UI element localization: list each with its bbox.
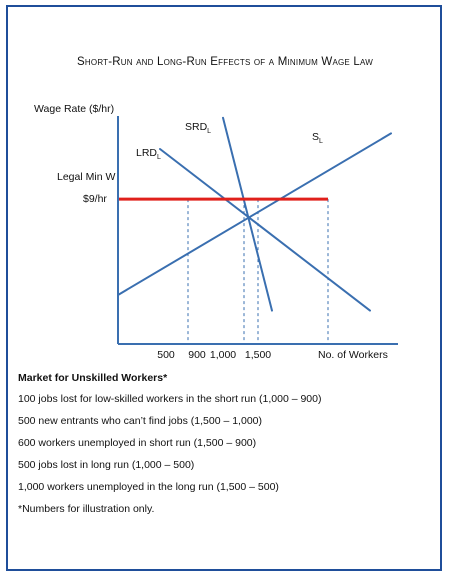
series-label: $LRD_L$ [136,147,161,161]
note-footnote: *Numbers for illustration only. [18,503,155,515]
series-label: $SRD_L$ [185,121,212,135]
chart-title: Short-Run and Long-Run Effects of a Minimum Wage Law [77,56,373,68]
chart-labels [34,103,388,361]
x-tick-label: 1,500 [244,349,272,361]
dashed-guides [188,199,328,344]
note-line: 500 new entrants who can’t find jobs (1,500 – 1,000) [18,415,262,427]
x-tick-label: 1,000 [209,349,237,361]
note-line: 500 jobs lost in long run (1,000 – 500) [18,459,195,471]
curve-srdl [223,118,272,311]
note-line: 100 jobs lost for low-skilled workers in the short run (1,000 – 900) [18,393,322,405]
curves [118,118,391,311]
x-tick-label: 500 [157,349,175,361]
x-tick-label: 900 [188,349,206,361]
x-axis-label: No. of Workers [318,349,388,361]
min-wage-value-label: $9/hr [83,193,107,205]
note-line: 1,000 workers unemployed in the long run (1,500 – 500) [18,481,279,493]
min-wage-label: Legal Min W [57,171,116,183]
y-axis-label: Wage Rate ($/hr) [34,103,115,115]
series-label: $S_L$ [312,131,323,145]
note-line: 600 workers unemployed in short run (1,500 – 900) [18,437,257,449]
notes-section [18,372,321,525]
notes-heading: Market for Unskilled Workers* [18,372,168,384]
